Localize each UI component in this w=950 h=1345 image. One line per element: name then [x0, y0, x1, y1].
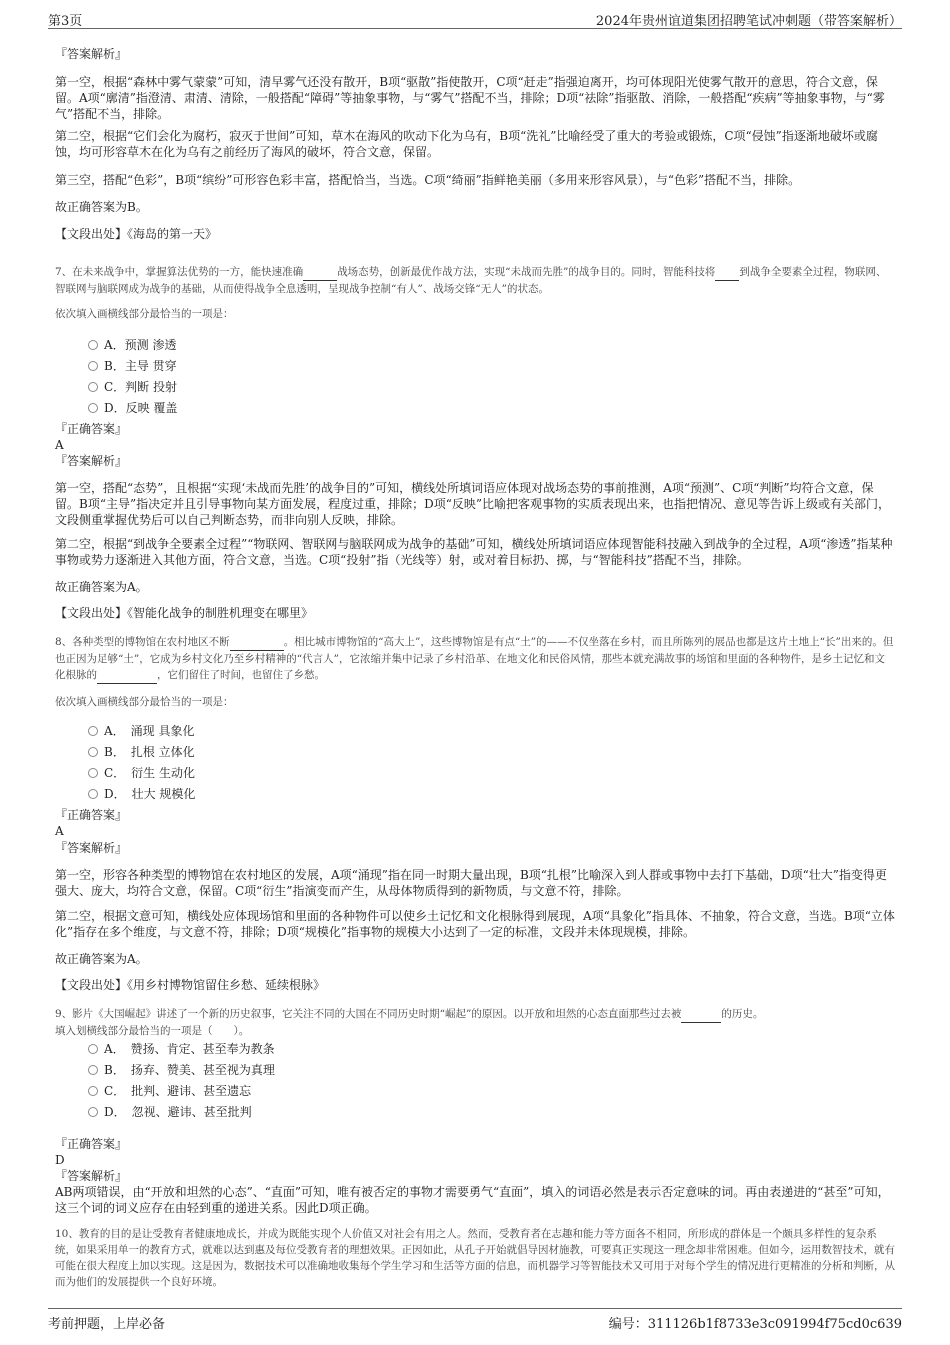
q7-analysis-label: 『答案解析』 [55, 454, 128, 468]
page-number: 第3页 [48, 14, 83, 29]
q8-analysis-p1: 第一空，形容各种类型的博物馆在农村地区的发展，A项“涌现”指在同一时期大量出现，B项“扎根”比喻深入到人群或事物中去打下基础，D项“壮大”指变得更强大、庞大，均符合文意，保留。C项“衍生”指演变而产生，从母体物质得到的新物质，与文意不符，排除。 [55, 868, 887, 898]
q7-analysis-p2: 第二空，根据“到战争全要素全过程”“物联网、智联网与脑联网成为战争的基础”可知，横线处所填词语应体现智能科技融入到战争的全过程，A项“渗透”指某种事物或势力逐渐进入其他方面，符合文意，当选。C项“投射”指（光线等）射，或对着目标扔、掷，与“智能科技”搭配不当，排除。 [55, 537, 893, 567]
q6-analysis-p3: 第三空，搭配“色彩”，B项“缤纷”可形容色彩丰富，搭配恰当，当选。C项“绮丽”指鲜艳美丽（多用来形容风景），与“色彩”搭配不当，排除。 [55, 173, 801, 187]
q7-option-a[interactable] [88, 337, 176, 353]
q8-analysis-label: 『答案解析』 [55, 841, 128, 855]
q7-option-b-label: B．主导 贯穿 [104, 359, 177, 373]
q10-stem: 10、教育的目的是让受教育者健康地成长，并成为既能实现个人价值又对社会有用之人。然而，受教育者在志趣和能力等方面各不相同，所形成的群体是一个颇具多样性的复杂系统，如果采用单一的教育方式，就难以达到惠及每位受教育者的理想效果。正因如此，从孔子开始就倡导因材施教，可要真正实现这一理念却非常困难。但如今，运用数智技术，就有可能在很大程度上加以实现。这是因为，数据技术可以准确地收集每个学生学习和生活等方面的信息，而机器学习等智能技术又可用于对每个学生的情况进行更精准的分析和判断，从而为他们的发展提供一个良好环境。 [55, 1228, 895, 1288]
radio-icon[interactable] [88, 340, 98, 350]
q7-source: 【文段出处】《智能化战争的制胜机理变在哪里》 [55, 606, 314, 620]
radio-icon[interactable] [88, 403, 98, 413]
radio-icon[interactable] [88, 726, 98, 736]
radio-icon[interactable] [88, 789, 98, 799]
page-footer [48, 1308, 902, 1332]
q9-option-b[interactable] [88, 1062, 275, 1078]
q9-correct-label: 『正确答案』 [55, 1137, 128, 1151]
radio-icon[interactable] [88, 747, 98, 757]
q7-analysis-p1: 第一空，搭配“态势”，且根据“实现‘未战而先胜’的战争目的”可知，横线处所填词语应体现对战场态势的事前推测，A项“预测”、C项“判断”均符合文意，保留。B项“主导”指决定并且引导事物向某方面发展，程度过重，排除；D项“反映”比喻把客观事物的实质表现出来，也指把情况、意见等告诉上级或有关部门，文段侧重掌握优势后可以自己判断态势，而非向别人反映，排除。 [55, 481, 890, 527]
q6-source: 【文段出处】《海岛的第一天》 [55, 227, 218, 241]
q8-option-c[interactable] [88, 765, 195, 781]
q7-stem-part1: 7、在未来战争中，掌握算法优势的一方，能快速准确 [55, 266, 304, 278]
q8-blank-2 [97, 667, 157, 684]
q7-stem [55, 264, 895, 297]
document-serial: 编号：311126b1f8733e3c091994f75cd0c639 [608, 1317, 902, 1332]
radio-icon[interactable] [88, 1086, 98, 1096]
q7-option-b[interactable] [88, 358, 177, 374]
radio-icon[interactable] [88, 768, 98, 778]
q9-stem [55, 1006, 895, 1039]
q7-blank-2 [715, 264, 739, 281]
radio-icon[interactable] [88, 1065, 98, 1075]
q7-stem-part2: 战场态势，创新最优作战方法，实现“未战而先胜”的战争目的。同时，智能科技将 [337, 266, 716, 278]
q7-conclusion: 故正确答案为A。 [55, 580, 148, 594]
q8-option-b-label: B． 扎根 立体化 [104, 745, 195, 759]
q9-option-a[interactable] [88, 1041, 275, 1057]
q8-conclusion: 故正确答案为A。 [55, 952, 148, 966]
radio-icon[interactable] [88, 1107, 98, 1117]
q9-answer: D [55, 1153, 65, 1167]
q9-option-c[interactable] [88, 1083, 251, 1099]
q9-option-d-label: D． 忽视、避讳、甚至批判 [104, 1105, 252, 1119]
q7-option-c[interactable] [88, 379, 177, 395]
q7-stem-part3: 到战争全要素全过程，物联网、智联网与脑联网成为战争的基础，从而使得战争全息透明，呈现战争控制“有人”、战场交锋“无人”的状态。 [55, 266, 887, 295]
q9-stem-part1: 9、影片《大国崛起》讲述了一个新的历史叙事，它关注不同的大国在不同历史时期“崛起”的原因。以开放和坦然的心态直面那些过去被 [55, 1008, 682, 1020]
q9-analysis-label: 『答案解析』 [55, 1169, 128, 1183]
q8-stem-part1: 8、各种类型的博物馆在农村地区不断 [55, 636, 230, 648]
q9-option-b-label: B． 扬弃、赞美、甚至视为真理 [104, 1063, 275, 1077]
q8-instruction: 依次填入画横线部分最恰当的一项是： [55, 696, 234, 708]
q7-answer: A [55, 438, 64, 452]
q8-stem-part3: ，它们留住了时间，也留住了乡愁。 [157, 669, 325, 681]
q8-option-d-label: D． 壮大 规模化 [104, 787, 196, 801]
q8-correct-label: 『正确答案』 [55, 808, 128, 822]
q7-option-a-label: A．预测 渗透 [104, 338, 177, 352]
document-title: 2024年贵州谊道集团招聘笔试冲刺题（带答案解析） [595, 14, 902, 29]
q6-analysis-label: 『答案解析』 [55, 47, 128, 61]
q7-blank-1 [303, 264, 337, 281]
q8-stem [55, 634, 895, 684]
q7-correct-label: 『正确答案』 [55, 422, 128, 436]
q6-analysis-p2: 第二空，根据“它们会化为腐朽，寂灭于世间”可知，草木在海风的吹动下化为乌有，B项“洗礼”比喻经受了重大的考验或锻炼，C项“侵蚀”指逐渐地破坏或腐蚀，均可形容草木在化为乌有之前经历了海风的破坏，符合文意，保留。 [55, 129, 878, 159]
q9-option-a-label: A． 赞扬、肯定、甚至奉为教条 [104, 1042, 275, 1056]
page-header [48, 8, 902, 29]
q7-instruction: 依次填入画横线部分最恰当的一项是： [55, 308, 234, 320]
q9-instruction: 填入划横线部分最恰当的一项是（ ）。 [55, 1025, 250, 1037]
q8-option-a-label: A． 涌现 具象化 [104, 724, 195, 738]
radio-icon[interactable] [88, 361, 98, 371]
q7-option-d[interactable] [88, 400, 177, 416]
q6-analysis-p1: 第一空，根据“森林中雾气蒙蒙”可知，清早雾气还没有散开，B项“驱散”指使散开，C项“赶走”指强迫离开，均可体现阳光使雾气散开的意思，符合文意，保留。A项“廓清”指澄清、肃清、清除，一般搭配“障碍”等抽象事物，与“雾气”搭配不当，排除；D项“祛除”指驱散、消除，一般搭配“疾病”等抽象事物，与“雾气”搭配不当，排除。 [55, 75, 885, 121]
q7-option-c-label: C．判断 投射 [104, 380, 177, 394]
q8-analysis-p2: 第二空，根据文意可知，横线处应体现场馆和里面的各种物件可以使乡土记忆和文化根脉得到展现，A项“具象化”指具体、不抽象，符合文意，当选。B项“立体化”指存在多个维度，与文意不符，排除；D项“规模化”指事物的规模大小达到了一定的标准，文段并未体现规模，排除。 [55, 909, 895, 939]
q9-option-d[interactable] [88, 1104, 252, 1120]
radio-icon[interactable] [88, 1044, 98, 1054]
q9-stem-part2: 的历史。 [721, 1008, 764, 1020]
q9-blank [681, 1006, 721, 1023]
q8-option-d[interactable] [88, 786, 195, 802]
q8-option-a[interactable] [88, 723, 194, 739]
q6-conclusion: 故正确答案为B。 [55, 200, 148, 214]
q8-answer: A [55, 824, 64, 838]
q8-blank-1 [230, 634, 284, 651]
q7-option-d-label: D．反映 覆盖 [104, 401, 178, 415]
q8-option-b[interactable] [88, 744, 195, 760]
q8-source: 【文段出处】《用乡村博物馆留住乡愁、延续根脉》 [55, 978, 326, 992]
radio-icon[interactable] [88, 382, 98, 392]
q9-analysis-p1: AB两项错误，由“开放和坦然的心态”、“直面”可知，唯有被否定的事物才需要勇气“直面”，填入的词语必然是表示否定意味的词。再由表递进的“甚至”可知，这三个词的词义应存在由轻到重的递进关系。因此D项正确。 [55, 1185, 890, 1215]
footer-slogan: 考前押题，上岸必备 [48, 1317, 166, 1332]
q8-stem-part2: 。相比城市博物馆的“高大上”，这些博物馆是有点“土”的——不仅坐落在乡村，而且所陈列的展品也都是这片土地上“长”出来的。但也正因为足够“土”，它成为乡村文化乃至乡村精神的“代言人”，它浓缩并集中记录了乡村沿革、在地文化和民俗风情，那些本就充满故事的场馆和里面的各种物件，是乡土记忆和文化根脉的 [55, 636, 894, 681]
q8-option-c-label: C． 衍生 生动化 [104, 766, 195, 780]
q9-option-c-label: C． 批判、避讳、甚至遗忘 [104, 1084, 252, 1098]
